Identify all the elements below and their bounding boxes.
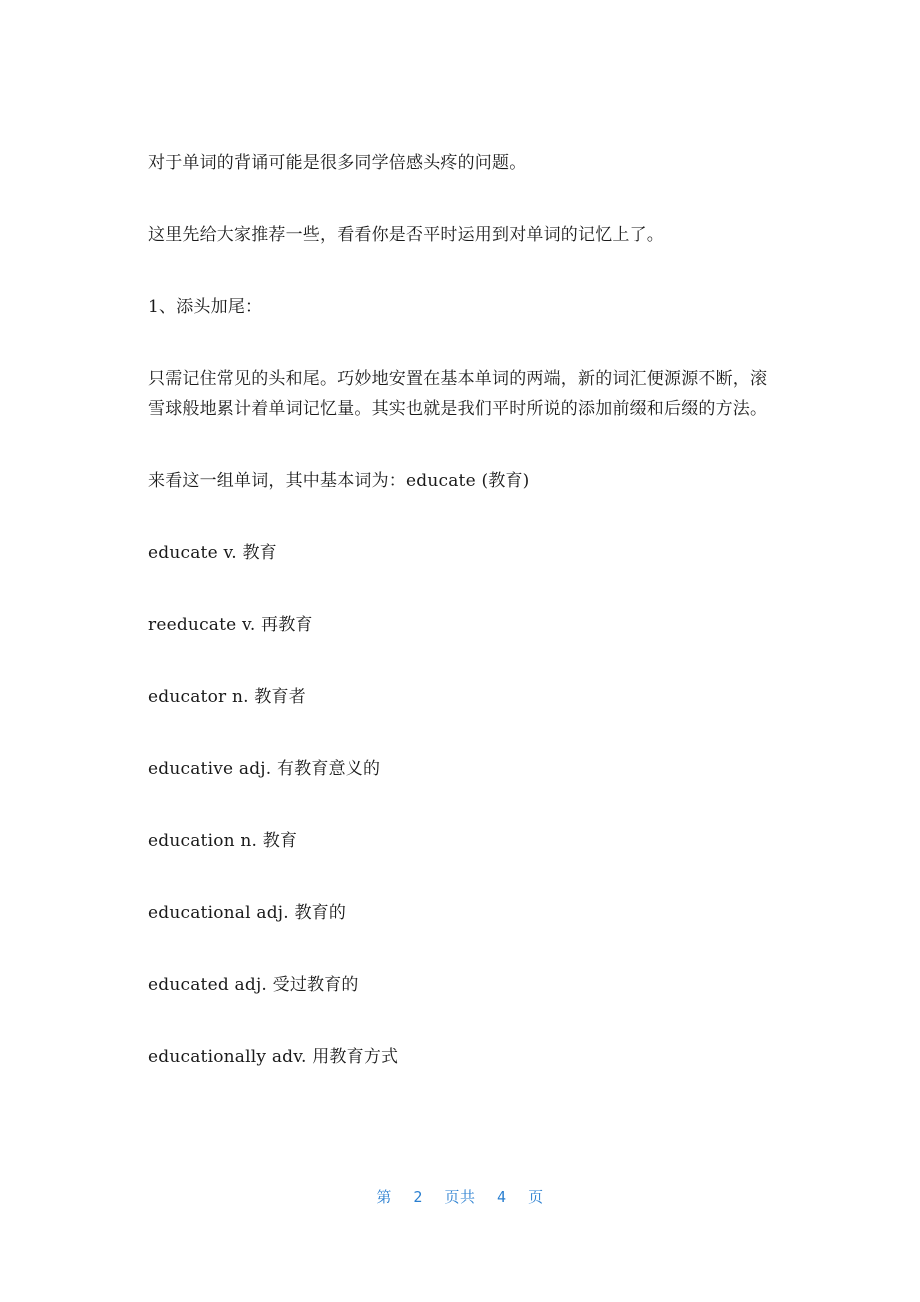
page-number-footer [0,1186,920,1207]
word-entry-educational: educational adj. 教育的 [148,903,347,923]
footer-current-page: 2 [413,1188,423,1206]
word-entry-education: education n. 教育 [148,831,298,851]
word-entry-educationally: educationally adv. 用教育方式 [148,1047,399,1067]
paragraph-method-explanation: 只需记住常见的头和尾。巧妙地安置在基本单词的两端，新的词汇便源源不断，滚雪球般地累计着单词记忆量。其实也就是我们平时所说的添加前缀和后缀的方法。 [148,369,768,419]
word-entry-educative: educative adj. 有教育意义的 [148,759,381,779]
word-entry-educate: educate v. 教育 [148,543,277,563]
footer-mid: 页共 [444,1188,476,1206]
word-entry-educator: educator n. 教育者 [148,687,306,707]
word-entry-educated: educated adj. 受过教育的 [148,975,359,995]
document-body [148,148,778,1072]
paragraph-intro: 对于单词的背诵可能是很多同学倍感头疼的问题。 [148,153,527,173]
paragraph-example-intro: 来看这一组单词，其中基本词为：educate (教育) [148,471,530,491]
footer-prefix: 第 [376,1188,392,1206]
footer-total-pages: 4 [497,1188,507,1206]
section-heading-add-head-tail: 1、添头加尾： [148,297,263,317]
footer-suffix: 页 [528,1188,544,1206]
word-entry-reeducate: reeducate v. 再教育 [148,615,313,635]
paragraph-recommend: 这里先给大家推荐一些，看看你是否平时运用到对单词的记忆上了。 [148,225,664,245]
